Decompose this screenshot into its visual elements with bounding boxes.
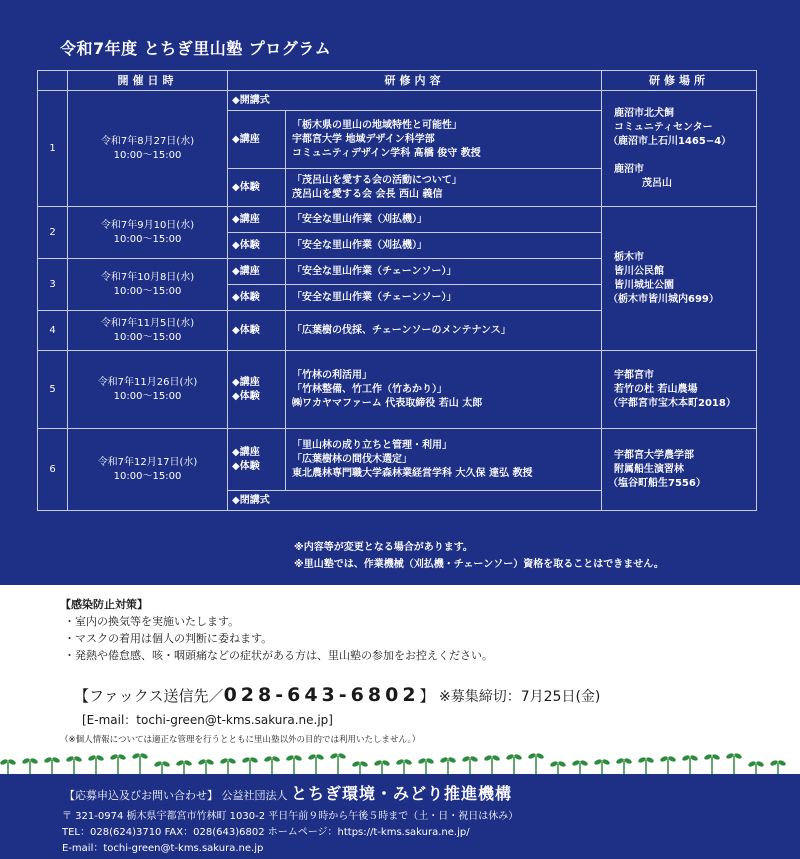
- session-no: 2: [38, 207, 68, 259]
- row-type: ◆講座: [228, 259, 286, 285]
- content-line: ㈱ワカヤマファーム 代表取締役 若山 太郎: [292, 397, 483, 409]
- content-line: 宇都宮大学 地域デザイン科学部: [292, 133, 435, 145]
- place-line: 鹿沼市: [614, 163, 644, 175]
- row-type: ◆体験: [228, 311, 286, 351]
- session-no: 3: [38, 259, 68, 311]
- row-type: [228, 429, 286, 491]
- place-2: [602, 207, 757, 351]
- place-3: [602, 351, 757, 429]
- content-line: 「栃木県の里山の地域特性と可能性」: [292, 119, 462, 131]
- place-line: 若竹の杜 若山農場: [614, 383, 698, 395]
- sprout-icon: [659, 755, 676, 774]
- sprout-icon: [417, 757, 434, 774]
- sprout-icon: [637, 756, 654, 774]
- table-row: [38, 91, 757, 111]
- infection-item: ・発熱や倦怠感、咳・咽頭痛などの症状がある方は、里山塾の参加をお控えください。: [64, 649, 493, 662]
- session-date-time: 10:00〜15:00: [113, 285, 182, 297]
- header-content: 研修内容: [228, 71, 602, 91]
- sprout-icon: [197, 758, 214, 774]
- session-date-day: 令和7年12月17日(水): [97, 456, 198, 468]
- place-line: 皆川公民館: [614, 265, 664, 277]
- content-line: 「竹林整備、竹工作（竹あかり）」: [292, 383, 447, 395]
- row-content: [286, 351, 602, 429]
- sprout-icon: [725, 752, 742, 774]
- row-content: 「広葉樹の伐採、チェーンソーのメンテナンス」: [286, 311, 602, 351]
- session-date-time: 10:00〜15:00: [113, 331, 182, 343]
- header-no: [38, 71, 68, 91]
- fax-label: 【ファックス送信先／: [74, 687, 224, 705]
- infection-measures: [60, 596, 493, 664]
- sprout-icon: [439, 756, 456, 774]
- sprout-icon: [329, 752, 346, 774]
- row-content: 「安全な里山作業（チェーンソー）」: [286, 285, 602, 311]
- sprout-icon: [21, 757, 38, 774]
- row-type: ◆体験: [228, 233, 286, 259]
- header-place: 研修場所: [602, 71, 757, 91]
- place-line: 附属船生演習林: [614, 463, 684, 475]
- row-type: ◆体験: [228, 285, 286, 311]
- session-date-time: 10:00〜15:00: [113, 470, 182, 482]
- sprout-icon: [87, 754, 104, 774]
- contact-heading: [64, 781, 512, 804]
- fax-line: [74, 684, 600, 706]
- row-content: 「安全な里山作業（刈払機）」: [286, 233, 602, 259]
- sprout-icon: [571, 759, 588, 774]
- sprout-icon: [109, 753, 126, 774]
- sprout-icon: [0, 758, 17, 774]
- sprout-icon: [461, 755, 478, 774]
- session-no: 6: [38, 429, 68, 511]
- place-line: （宇都宮市宝木本町2018）: [608, 397, 736, 409]
- place-line: 宇都宮市: [614, 369, 654, 381]
- email-line: [E-mail：tochi-green@t-kms.sakura.ne.jp]: [82, 713, 333, 727]
- sprout-icon: [505, 753, 522, 774]
- fax-close: 】: [419, 687, 435, 705]
- session-date-day: 令和7年9月10日(水): [100, 219, 195, 231]
- row-type: ◆講座: [228, 207, 286, 233]
- notes: [294, 539, 664, 573]
- contact-panel: [0, 774, 800, 859]
- sprout-icon: [263, 755, 280, 774]
- place-line: 皆川城址公園: [614, 279, 674, 291]
- place-line: 鹿沼市北犬飼: [614, 107, 674, 119]
- note-line: ※内容等が変更となる場合があります。: [294, 542, 473, 553]
- sprout-icon: [219, 757, 236, 774]
- place-1: [602, 91, 757, 207]
- sprout-icon: [395, 758, 412, 774]
- sprout-border: [0, 750, 800, 774]
- sprout-icon: [483, 754, 500, 774]
- fax-number: 028-643-6802: [223, 684, 420, 706]
- row-type: ◆講座: [228, 111, 286, 169]
- note-line: ※里山塾では、作業機械（刈払機・チェーンソー）資格を取ることはできません。: [294, 559, 664, 570]
- content-line: 「茂呂山を愛する会の活動について」: [292, 174, 462, 186]
- session-date-time: 10:00〜15:00: [113, 390, 182, 402]
- session-date-day: 令和7年8月27日(水): [100, 135, 195, 147]
- sprout-icon: [681, 754, 698, 774]
- deadline: ※募集締切：7月25日(金): [434, 689, 601, 705]
- content-line: 「里山林の成り立ちと管理・利用」: [292, 439, 452, 451]
- table-row: [38, 429, 757, 491]
- place-line: （塩谷町船生7556）: [608, 477, 706, 489]
- contact-tel: TEL：028(624)3710 FAX：028(643)6802 ホームページ：https://t-kms.sakura.ne.jp/: [62, 827, 470, 838]
- row-type: ◆閉講式: [228, 491, 602, 511]
- session-date: [68, 351, 228, 429]
- session-no: 4: [38, 311, 68, 351]
- contact-email: E-mail：tochi-green@t-kms.sakura.ne.jp: [62, 843, 264, 854]
- row-type-lines: ◆講座 ◆体験: [232, 376, 260, 402]
- session-no: 1: [38, 91, 68, 207]
- infection-heading: 【感染防止対策】: [60, 598, 148, 611]
- sprout-icon: [593, 758, 610, 774]
- sprout-icon: [527, 752, 544, 774]
- content-line: コミュニティデザイン学科 髙橋 俊守 教授: [292, 147, 481, 159]
- sprout-icon: [769, 759, 786, 774]
- table-header-row: [38, 71, 757, 91]
- row-type-lines: ◆講座 ◆体験: [232, 446, 260, 472]
- contact-address: 〒 321-0974 栃木県宇都宮市竹林町 1030-2 平日午前９時から午後５時まで（土・日・祝日は休み）: [62, 811, 519, 822]
- sprout-icon: [65, 755, 82, 774]
- place-line: 栃木市: [614, 251, 644, 263]
- row-content: [286, 111, 602, 169]
- place-4: [602, 429, 757, 511]
- session-date: [68, 91, 228, 207]
- place-line: （鹿沼市上石川1465−4）: [608, 135, 732, 147]
- session-date-day: 令和7年11月5日(水): [100, 317, 195, 329]
- sprout-icon: [131, 752, 148, 774]
- sprout-icon: [615, 757, 632, 774]
- row-content: [286, 169, 602, 207]
- content-line: 「広葉樹林の間伐木選定」: [292, 453, 412, 465]
- content-line: 東北農林専門職大学森林業経営学科 大久保 達弘 教授: [292, 467, 533, 479]
- table-row: [38, 351, 757, 429]
- sprout-icon: [43, 756, 60, 774]
- sprout-icon: [153, 760, 170, 774]
- sprout-icon: [175, 759, 192, 774]
- infection-item: ・室内の換気等を実施いたします。: [64, 615, 240, 628]
- session-date: [68, 429, 228, 511]
- row-content: [286, 429, 602, 491]
- organization-name: とちぎ環境・みどり推進機構: [291, 784, 513, 803]
- privacy-note: （※個人情報については適正な管理を行うとともに里山塾以外の目的では利用いたしません。）: [60, 735, 421, 745]
- sprout-icon: [747, 760, 764, 774]
- content-line: 茂呂山を愛する会 会長 西山 義信: [292, 188, 443, 200]
- sprout-icon: [703, 753, 720, 774]
- sprout-icon: [285, 754, 302, 774]
- row-type: ◆開講式: [228, 91, 602, 111]
- session-no: 5: [38, 351, 68, 429]
- program-table: [37, 70, 757, 511]
- content-line: 「竹林の利活用」: [292, 369, 372, 381]
- sprout-icon: [241, 756, 258, 774]
- sprout-icon: [307, 753, 324, 774]
- row-content: 「安全な里山作業（チェーンソー）」: [286, 259, 602, 285]
- session-date: [68, 259, 228, 311]
- row-type: ◆体験: [228, 169, 286, 207]
- sprout-icon: [549, 760, 566, 774]
- session-date-day: 令和7年10月8日(水): [100, 271, 195, 283]
- sprout-icon: [373, 759, 390, 774]
- session-date-day: 令和7年11月26日(水): [97, 376, 198, 388]
- header-date: 開催日時: [68, 71, 228, 91]
- place-line: コミュニティセンター: [614, 121, 713, 133]
- place-line: 茂呂山: [642, 177, 672, 189]
- infection-item: ・マスクの着用は個人の判断に委ねます。: [64, 632, 273, 645]
- session-date-time: 10:00〜15:00: [113, 233, 182, 245]
- page-title: 令和7年度 とちぎ里山塾 プログラム: [60, 39, 332, 58]
- session-date: [68, 311, 228, 351]
- sprout-icon: [351, 760, 368, 774]
- row-content: 「安全な里山作業（刈払機）」: [286, 207, 602, 233]
- place-line: （栃木市皆川城内699）: [608, 293, 719, 305]
- place-line: 宇都宮大学農学部: [614, 449, 694, 461]
- contact-label: 【応募申込及びお問い合わせ】 公益社団法人: [64, 789, 291, 802]
- table-row: [38, 207, 757, 233]
- row-type: [228, 351, 286, 429]
- session-date-time: 10:00〜15:00: [113, 149, 182, 161]
- session-date: [68, 207, 228, 259]
